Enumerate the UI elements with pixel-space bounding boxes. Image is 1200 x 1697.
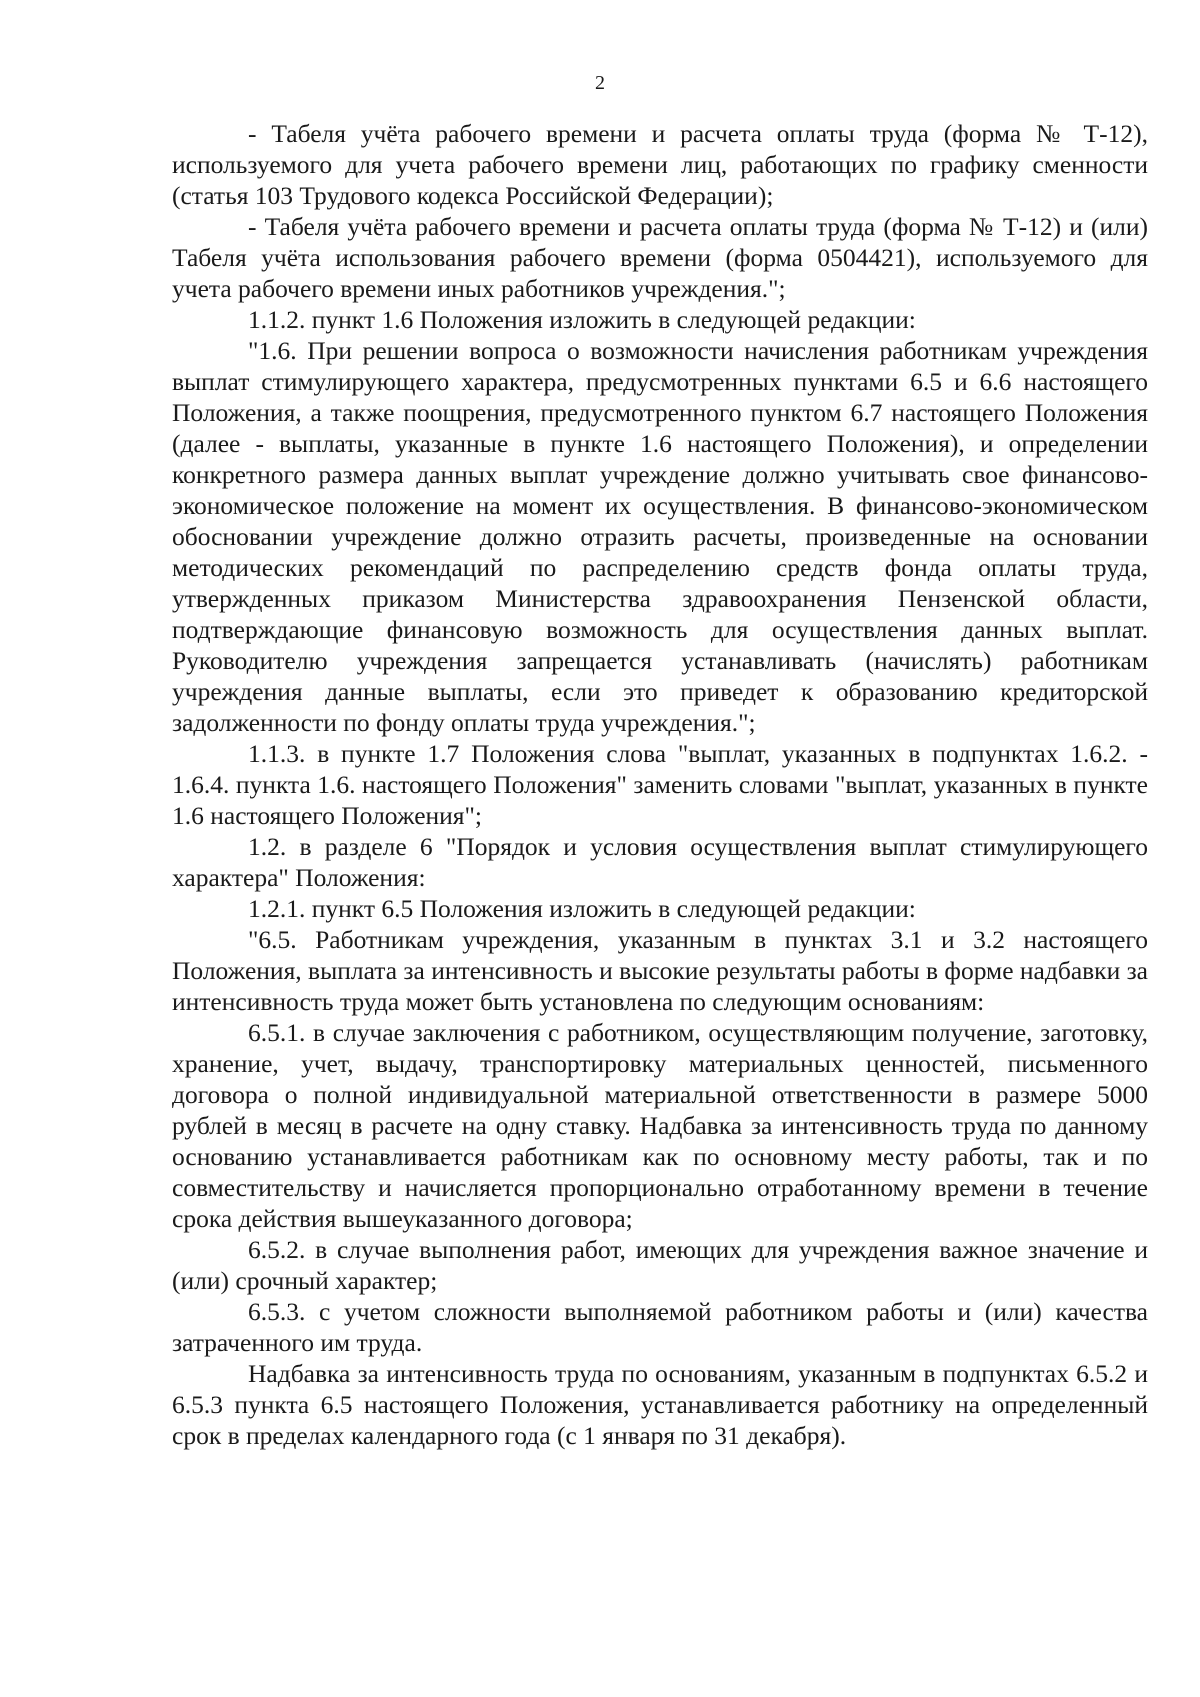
- paragraph-timesheet-t12-shift: - Табеля учёта рабочего времени и расчета оплаты труда (форма № Т-12), используемого для учета рабочего времени лиц, работающих по графику сменности (статья 103 Трудового кодекса Российской Федерации);: [172, 119, 1148, 210]
- paragraph-6-5: "6.5. Работникам учреждения, указанным в пунктах 3.1 и 3.2 настоящего Положения, выплата за интенсивность и высокие результаты работы в форме надбавки за интенсивность труда может быть установлена по следующим основаниям:: [172, 925, 1148, 1016]
- paragraph-bonus-term: Надбавка за интенсивность труда по основаниям, указанным в подпунктах 6.5.2 и 6.5.3 пункта 6.5 настоящего Положения, устанавливается работнику на определенный срок в пределах календарного года (с 1 января по 31 декабря).: [172, 1359, 1148, 1450]
- paragraph-6-5-2: 6.5.2. в случае выполнения работ, имеющих для учреждения важное значение и (или) срочный характер;: [172, 1235, 1148, 1295]
- paragraph-1-1-2: 1.1.2. пункт 1.6 Положения изложить в следующей редакции:: [248, 305, 916, 334]
- paragraph-6-5-3: 6.5.3. с учетом сложности выполняемой работником работы и (или) качества затраченного им труда.: [172, 1297, 1148, 1357]
- paragraph-1-2-1: 1.2.1. пункт 6.5 Положения изложить в следующей редакции:: [248, 894, 916, 923]
- paragraph-1-1-3: 1.1.3. в пункте 1.7 Положения слова "выплат, указанных в подпунктах 1.6.2. - 1.6.4. пункта 1.6. настоящего Положения" заменить словами "выплат, указанных в пункте 1.6 настоящего Положения";: [172, 739, 1148, 830]
- paragraph-1-2: 1.2. в разделе 6 "Порядок и условия осуществления выплат стимулирующего характера" Положения:: [172, 832, 1148, 892]
- document-body: [172, 118, 1148, 1451]
- paragraph-1-6: "1.6. При решении вопроса о возможности начисления работникам учреждения выплат стимулирующего характера, предусмотренных пунктами 6.5 и 6.6 настоящего Положения, а также поощрения, предусмотренного пунктом 6.7 настоящего Положения (далее - выплаты, указанные в пункте 1.6 настоящего Положения), и определении конкретного размера данных выплат учреждение должно учитывать свое финансово-экономическое положение на момент их осуществления. В финансово-экономическом обосновании учреждение должно отразить расчеты, произведенные на основании методических рекомендаций по распределению средств фонда оплаты труда, утвержденных приказом Министерства здравоохранения Пензенской области, подтверждающие финансовую возможность для осуществления данных выплат. Руководителю учреждения запрещается устанавливать (начислять) работникам учреждения данные выплаты, если это приведет к образованию кредиторской задолженности по фонду оплаты труда учреждения.";: [172, 336, 1148, 737]
- page-number: 2: [595, 72, 605, 94]
- paragraph-timesheet-t12-other: - Табеля учёта рабочего времени и расчета оплаты труда (форма № Т-12) и (или) Табеля учёта использования рабочего времени (форма 0504421), используемого для учета рабочего времени иных работников учреждения.";: [172, 212, 1148, 303]
- paragraph-6-5-1: 6.5.1. в случае заключения с работником, осуществляющим получение, заготовку, хранение, учет, выдачу, транспортировку материальных ценностей, письменного договора о полной индивидуальной материальной ответственности в размере 5000 рублей в месяц в расчете на одну ставку. Надбавка за интенсивность труда по данному основанию устанавливается работникам как по основному месту работы, так и по совместительству и начисляется пропорционально отработанному времени в течение срока действия вышеуказанного договора;: [172, 1018, 1148, 1233]
